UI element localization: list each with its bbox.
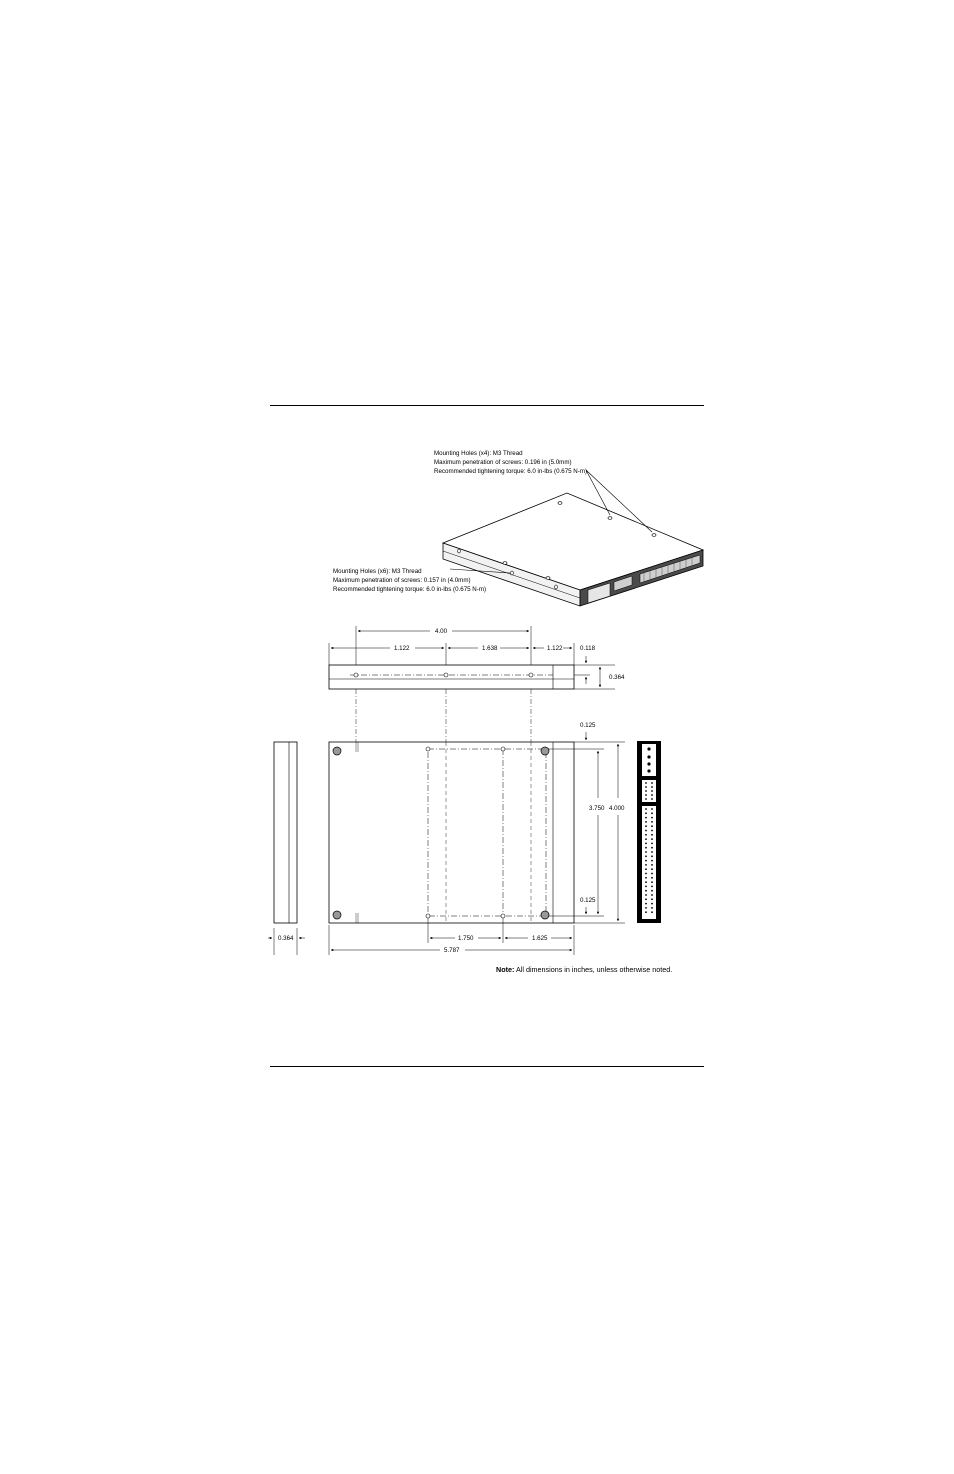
end-view <box>274 742 297 923</box>
jumper-pin <box>651 794 653 796</box>
dimension-note <box>496 965 672 974</box>
dim-thickness-side: 0.364 <box>609 674 625 681</box>
ide-pin <box>645 838 647 840</box>
ide-pin <box>651 864 653 866</box>
side-mounting-hole <box>555 585 558 589</box>
ide-pin <box>651 903 653 905</box>
side-holes-callout-line-3: Recommended tightening torque: 6.0 in-lbs (0.675 N-m) <box>333 586 487 593</box>
ide-pin <box>651 825 653 827</box>
dim-overall-width: 4.000 <box>609 805 625 812</box>
header-rule <box>270 405 704 406</box>
ide-pin <box>651 812 653 814</box>
ide-pin <box>651 843 653 845</box>
side-mounting-hole <box>511 571 514 575</box>
ide-pin <box>651 868 653 870</box>
side-elevation-view <box>329 665 574 689</box>
dim-bottom-hole-span-2: 1.625 <box>532 935 548 942</box>
jumper-pin <box>651 798 653 800</box>
side-holes-callout-line-2: Maximum penetration of screws: 0.157 in (4.0mm) <box>333 577 471 584</box>
bottom-mounting-hole <box>426 914 430 918</box>
bottom-plan-view <box>329 742 574 923</box>
top-mounting-hole <box>503 562 507 565</box>
corner-mounting-hole <box>333 911 341 919</box>
ide-pin <box>651 808 653 810</box>
bottom-mounting-hole <box>426 747 430 751</box>
mechanical-dimension-drawing <box>268 445 708 980</box>
ide-pin <box>651 834 653 836</box>
dim-edge-offset: 0.125 <box>580 722 596 729</box>
ide-connector-face <box>642 806 656 919</box>
ide-pin <box>651 860 653 862</box>
ide-pin <box>645 855 647 857</box>
side-mounting-hole <box>458 549 461 553</box>
top-holes-callout-line-2: Maximum penetration of screws: 0.196 in (5.0mm) <box>434 459 572 466</box>
ide-pin <box>645 886 647 888</box>
dim-segment-3: 1.122 <box>547 645 563 652</box>
jumper-pin <box>651 790 653 792</box>
dim-bottom-hole-span-1: 1.750 <box>458 935 474 942</box>
dim-hole-offset-top: 0.118 <box>580 645 596 652</box>
ide-pin <box>651 890 653 892</box>
jumper-pin <box>645 790 647 792</box>
ide-pin <box>651 855 653 857</box>
top-mounting-hole <box>546 577 550 580</box>
bottom-mounting-hole <box>501 914 505 918</box>
top-mounting-hole <box>608 517 612 520</box>
dim-edge-offset-bottom: 0.125 <box>580 897 596 904</box>
ide-pin <box>645 894 647 896</box>
dim-overall-length: 5.787 <box>444 947 460 954</box>
side-holes-callout-line-1: Mounting Holes (x6): M3 Thread <box>333 568 422 575</box>
ide-pin <box>645 911 647 913</box>
corner-mounting-hole <box>541 747 549 755</box>
top-holes-callout-line-3: Recommended tightening torque: 6.0 in-lbs (0.675 N-m) <box>434 468 588 475</box>
ide-pin <box>651 898 653 900</box>
ide-pin <box>651 838 653 840</box>
jumper-pin <box>651 782 653 784</box>
jumper-pin <box>645 782 647 784</box>
note-label: Note: <box>496 965 515 974</box>
top-holes-callout-line-1: Mounting Holes (x4): M3 Thread <box>434 450 523 457</box>
ide-pin <box>645 817 647 819</box>
dim-segment-1: 1.122 <box>394 645 410 652</box>
top-mounting-hole <box>558 502 562 505</box>
jumper-pin <box>651 786 653 788</box>
connector-end-view <box>637 741 661 923</box>
ide-pin <box>651 881 653 883</box>
bottom-mounting-hole <box>501 747 505 751</box>
ide-pin <box>645 834 647 836</box>
ide-pin <box>645 864 647 866</box>
ide-pin <box>651 847 653 849</box>
ide-pin <box>645 843 647 845</box>
ide-pin <box>645 881 647 883</box>
footer-rule <box>270 1066 704 1067</box>
ide-pin <box>645 873 647 875</box>
ide-pin <box>651 817 653 819</box>
ide-pin <box>651 877 653 879</box>
ide-pin <box>645 898 647 900</box>
ide-pin <box>645 877 647 879</box>
corner-mounting-hole <box>333 747 341 755</box>
top-mounting-hole <box>652 534 656 537</box>
jumper-pin <box>645 794 647 796</box>
corner-mounting-hole <box>541 911 549 919</box>
note-text: All dimensions in inches, unless otherwise noted. <box>514 965 673 974</box>
jumper-face <box>642 780 656 802</box>
ide-pin <box>651 851 653 853</box>
ide-pin <box>651 886 653 888</box>
ide-pin <box>645 890 647 892</box>
ide-pin <box>645 847 647 849</box>
ide-pin <box>651 894 653 896</box>
dim-segment-2: 1.638 <box>482 645 498 652</box>
ide-pin <box>645 830 647 832</box>
ide-pin <box>645 868 647 870</box>
ide-pin <box>645 903 647 905</box>
ide-pin <box>645 812 647 814</box>
ide-pin <box>651 830 653 832</box>
ide-pin <box>645 851 647 853</box>
ide-pin <box>645 860 647 862</box>
ide-pin <box>651 907 653 909</box>
dim-hole-span: 4.00 <box>435 628 448 635</box>
ide-pin <box>645 808 647 810</box>
jumper-pin <box>645 786 647 788</box>
dim-thickness-end: 0.364 <box>278 935 294 942</box>
ide-pin <box>645 825 647 827</box>
ide-pin <box>645 907 647 909</box>
ide-pin <box>651 821 653 823</box>
dim-hole-span-vertical: 3.750 <box>589 805 605 812</box>
ide-pin <box>651 911 653 913</box>
ide-pin <box>651 873 653 875</box>
jumper-pin <box>645 798 647 800</box>
ide-pin <box>645 821 647 823</box>
